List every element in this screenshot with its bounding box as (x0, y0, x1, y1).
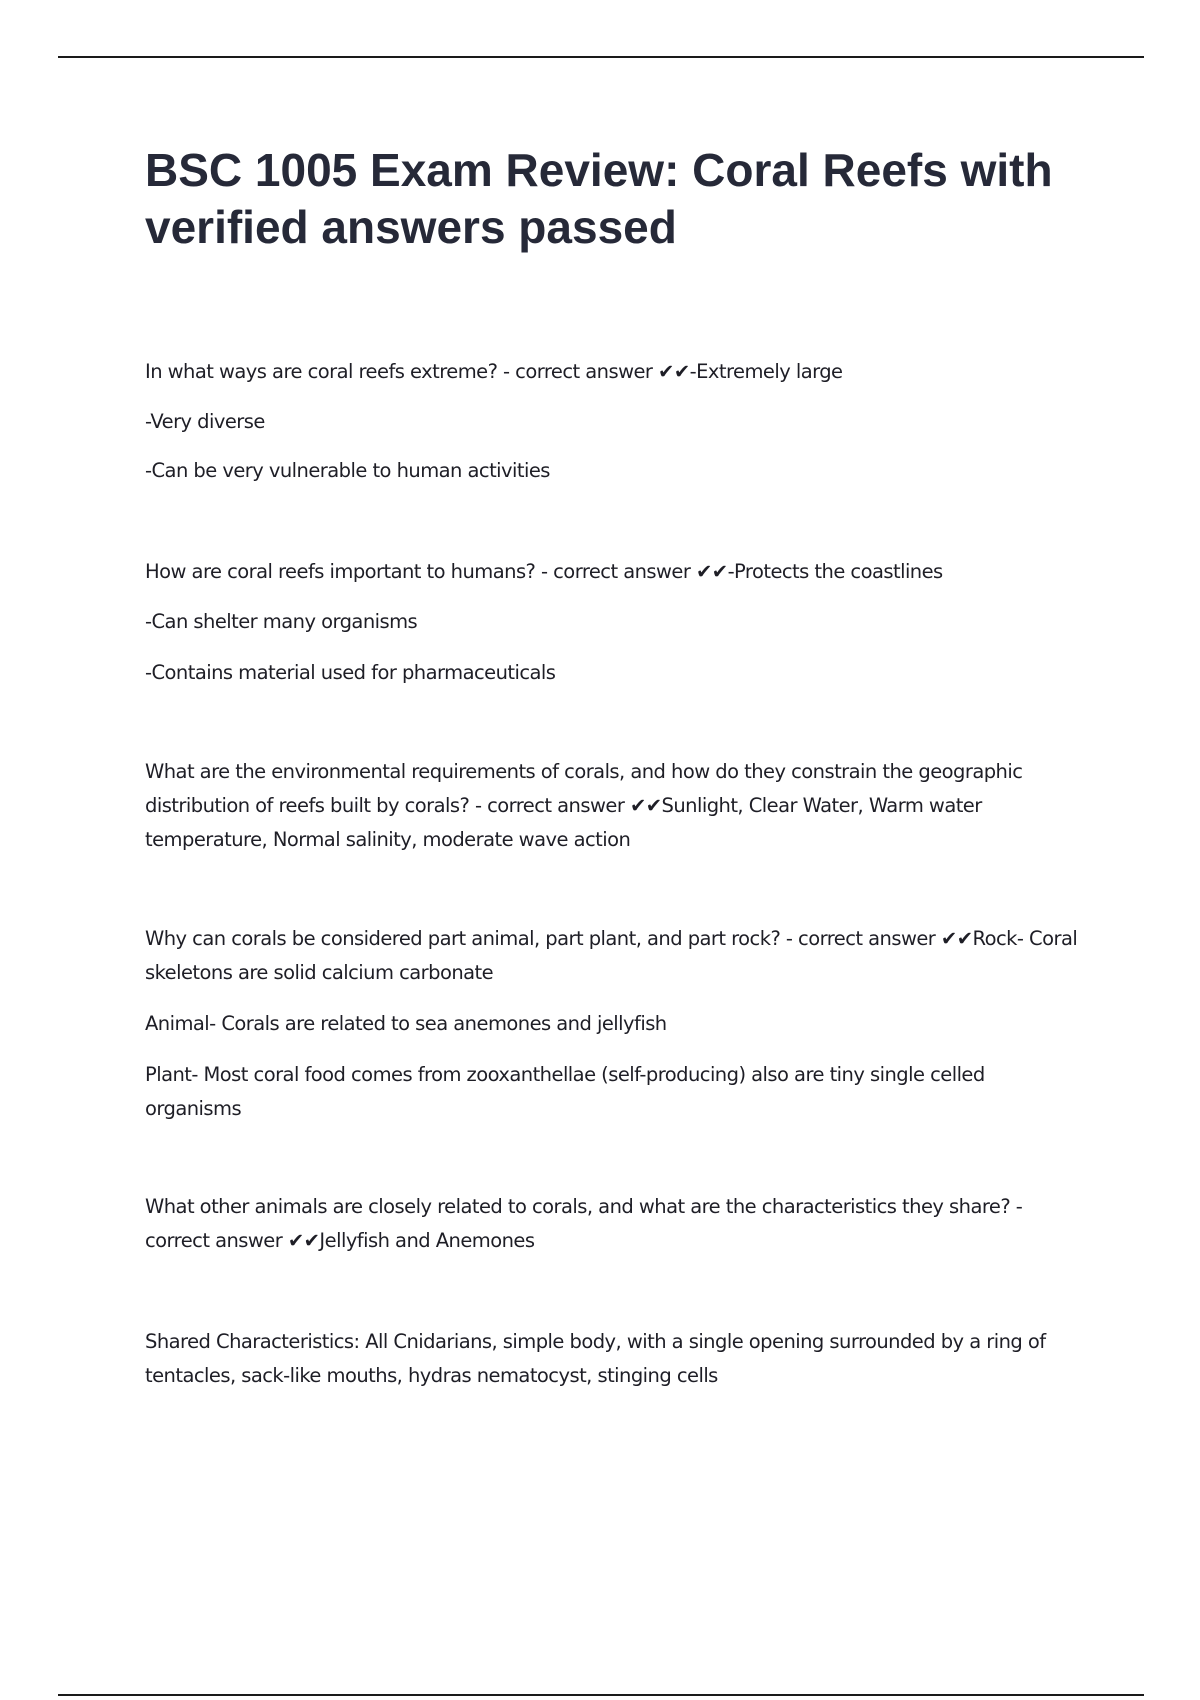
top-rule (58, 56, 1144, 58)
paragraph-q3: What are the environmental requirements of corals, and how do they constrain the geographic distribution of reefs built by corals? - correct answer ✔✔Sunlight, Clear Water, Warm water temperature, Normal salinity, moderate wave action (145, 760, 1029, 851)
paragraph-q1-answer-3: -Can be very vulnerable to human activities (145, 459, 550, 482)
paragraph-q2-answer-2: -Can shelter many organisms (145, 610, 418, 633)
document-title: BSC 1005 Exam Review: Coral Reefs with verified answers passed (145, 144, 1053, 253)
paragraph-q5: What other animals are closely related to corals, and what are the characteristics they share? - correct answer ✔✔Jellyfish and Anemones (145, 1195, 1028, 1252)
bottom-rule (58, 1694, 1144, 1696)
paragraph-q4: Why can corals be considered part animal, part plant, and part rock? - correct answer ✔✔Rock- Coral skeletons are solid calcium carbonate (145, 927, 1083, 984)
paragraph-q4-plant: Plant- Most coral food comes from zooxanthellae (self-producing) also are tiny single celled organisms (145, 1063, 991, 1120)
paragraph-shared-characteristics: Shared Characteristics: All Cnidarians, simple body, with a single opening surrounded by a ring of tentacles, sack-like mouths, hydras nematocyst, stinging cells (145, 1330, 1052, 1387)
paragraph-q2-answer-3: -Contains material used for pharmaceuticals (145, 661, 556, 684)
paragraph-q1-answer-2: -Very diverse (145, 410, 265, 433)
paragraph-q4-animal: Animal- Corals are related to sea anemones and jellyfish (145, 1012, 667, 1035)
paragraph-q2: How are coral reefs important to humans? - correct answer ✔✔-Protects the coastlines (145, 560, 943, 583)
paragraph-q1: In what ways are coral reefs extreme? - correct answer ✔✔-Extremely large (145, 360, 843, 383)
